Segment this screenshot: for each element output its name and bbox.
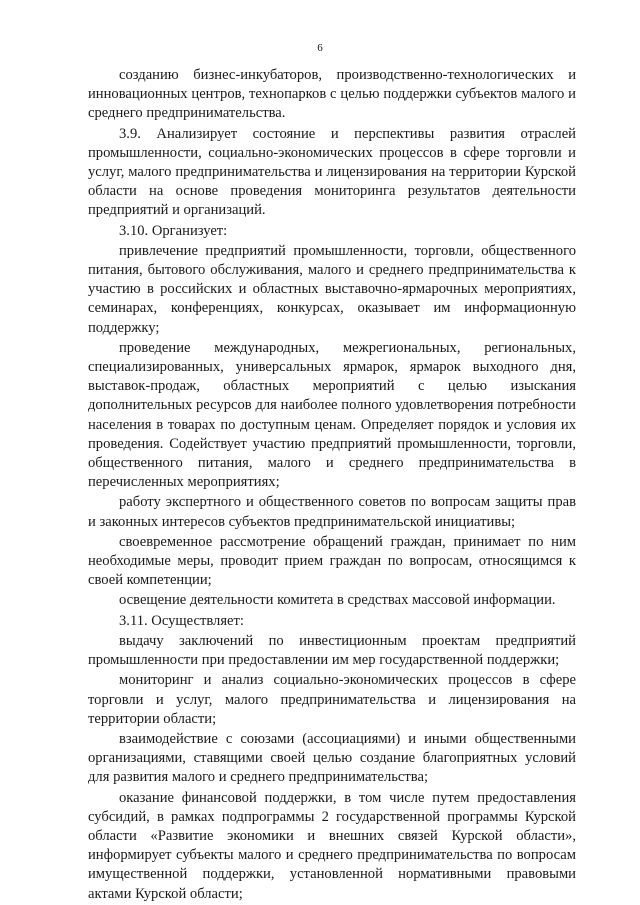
page-number: 6 — [317, 42, 323, 54]
paragraph-expert-council: работу экспертного и общественного советов по вопросам защиты прав и законных интересов субъектов предпринимательской инициативы; — [88, 494, 576, 530]
paragraph-citizen-appeals: своевременное рассмотрение обращений граждан, принимает по ним необходимые меры, проводит прием граждан по вопросам, относящимся к своей компетенции; — [88, 533, 576, 589]
paragraph-3-9: 3.9. Анализирует состояние и перспективы развития отраслей промышленности, социально-экономических процессов в сфере торговли и услуг, малого предпринимательства и лицензирования на территории Курской области на основе проведения мониторинга результатов деятельности предприятий и организаций. — [88, 125, 576, 219]
paragraph-media-coverage: освещение деятельности комитета в средствах массовой информации. — [119, 592, 556, 609]
paragraph-fairs: проведение международных, межрегиональных, региональных, специализированных, универсальных ярмарок, ярмарок выходного дня, выставок-продаж, областных мероприятий с целью изыскания дополнительных ресурсов для наиболее полного удовлетворения потребности населения в товарах по доступным ценам. Определяет порядок и условия их проведения. Содействует участию предприятий промышленности, торговли, общественного питания, малого и среднего предпринимательства в перечисленных мероприятиях; — [88, 339, 576, 491]
paragraph-3-11-heading: 3.11. Осуществляет: — [119, 612, 244, 629]
document-body — [88, 66, 576, 905]
paragraph-investment-conclusions: выдачу заключений по инвестиционным проектам предприятий промышленности при предоставлении им мер государственной поддержки; — [88, 632, 576, 669]
paragraph-3-10-heading: 3.10. Организует: — [119, 222, 228, 239]
paragraph-associations: взаимодействие с союзами (ассоциациями) и иными общественными организациями, ставящими своей целью создание благоприятных условий для развития малого и среднего предпринимательства; — [88, 730, 576, 786]
paragraph-exhibition-participation: привлечение предприятий промышленности, торговли, общественного питания, бытового обслуживания, малого и среднего предпринимательства к участию в российских и областных выставочно-ярмарочных мероприятиях, семинарах, конференциях, конкурсах, оказывает им информационную поддержку; — [88, 242, 576, 336]
paragraph-monitoring: мониторинг и анализ социально-экономических процессов в сфере торговли и услуг, малого предпринимательства и лицензирования на территории области; — [88, 672, 576, 727]
paragraph-continuation: созданию бизнес-инкубаторов, производственно-технологических и инновационных центров, технопарков с целью поддержки субъектов малого и среднего предпринимательства. — [88, 67, 576, 122]
paragraph-financial-support: оказание финансовой поддержки, в том числе путем предоставления субсидий, в рамках подпрограммы 2 государственной программы Курской области «Развитие экономики и внешних связей Курской области», информирует субъекты малого и среднего предпринимательства по вопросам имущественной поддержки, установленной нормативными правовыми актами Курской области; — [88, 789, 576, 902]
